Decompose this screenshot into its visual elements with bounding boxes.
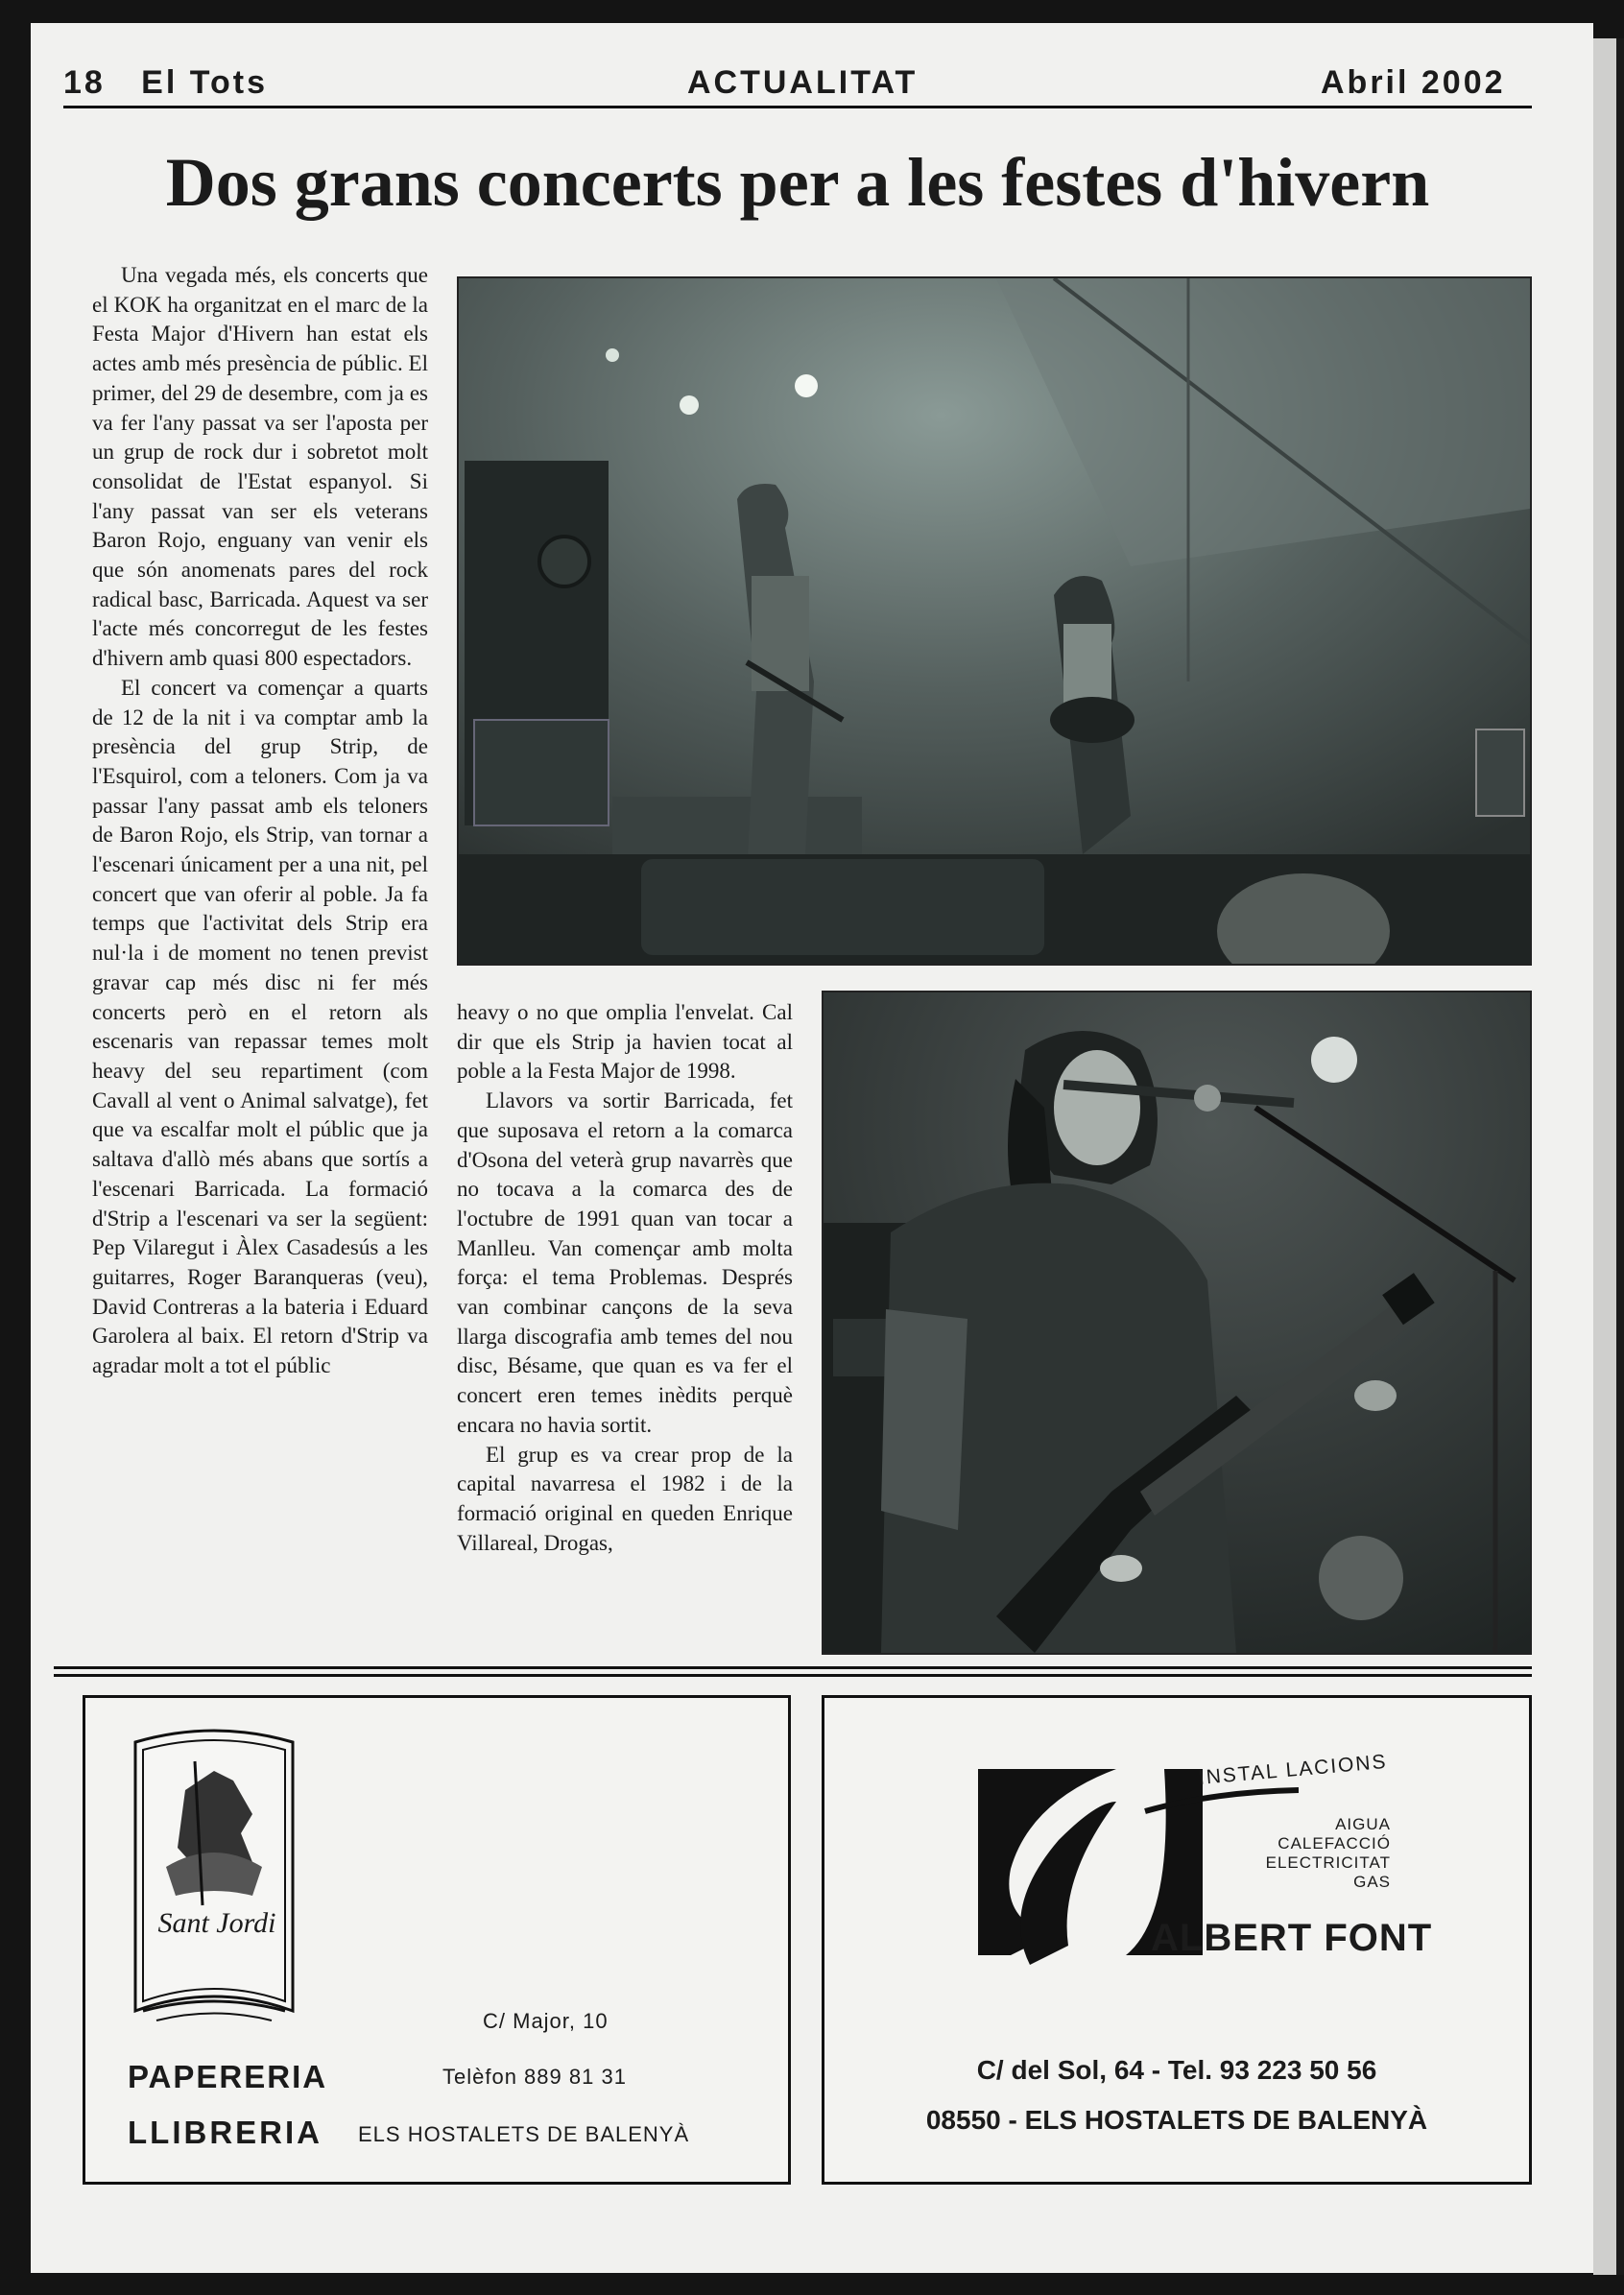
paragraph: Una vegada més, els concerts que el KOK ha organitzat en el marc de la Festa Major d'Hivern han estat els actes amb més presència de públic. El primer, del 29 de desembre, com ja es va fer l'any passat va ser l'aposta per un grup de rock dur i sobretot molt consolidat de l'Estat espanyol. Si l'any passat van ser els veterans Baron Rojo, enguany van venir els que són anomenats pares del rock radical basc, Barricada. Aquest va ser l'acte més concorregut de les festes d'hivern amb quasi 800 espectadors. [92, 263, 428, 671]
sant-jordi-book-logo [128, 1723, 300, 2034]
publication-name: El Tots [141, 64, 268, 101]
issue-date: Abril 2002 [1321, 64, 1506, 101]
installations-advertisement [822, 1695, 1532, 2185]
paragraph: El concert va començar a quarts de 12 de la nit i va comptar amb la presència del grup Strip, de l'Esquirol, com a teloners. Com ja va passar l'any passat amb els teloners de Baron Rojo, els Strip, van tornar a l'escenari únicament per a una nit, pel concert que van oferir al poble. Ja fa temps que l'activitat dels Strip era nul·la i de moment no tenen previst gravar cap més disc ni fer més concerts però en el retorn als escenaris van repassar temes molt heavy del seu repartiment (com Cavall al vent o Animal salvatge), fet que va escalfar molt el públic que ja saltava d'allò més abans que sortís a l'escenari Barricada. La formació d'Strip a l'escenari va ser la següent: Pep Vilaregut i Àlex Casadesús a les guitarres, Roger Baranqueras (veu), David Contreras a la bateria i Eduard Garolera al baix. El retorn d'Strip va agradar molt a tot el públic [92, 675, 428, 1378]
service-item: AIGUA [1335, 1815, 1391, 1833]
section-divider-bottom [54, 1674, 1532, 1677]
bookstore-address: C/ Major, 10 [483, 2009, 609, 2033]
page-number: 18 [63, 64, 106, 101]
bookstore-line-llibreria: LLIBRERIA [128, 2115, 322, 2150]
installations-town: 08550 - ELS HOSTALETS DE BALENYÀ [925, 2105, 1428, 2135]
paragraph: El grup es va crear prop de la capital navarresa el 1982 i de la formació original en queden Enrique Villareal, Drogas, [457, 1442, 793, 1555]
page-edge-shadow [1616, 38, 1624, 2275]
bookstore-town: ELS HOSTALETS DE BALENYÀ [358, 2122, 690, 2146]
sant-jordi-logo-text: Sant Jordi [157, 1907, 276, 1939]
section-divider-top [54, 1666, 1532, 1669]
bookstore-advertisement [83, 1695, 791, 2185]
article-title: Dos grans concerts per a les festes d'hivern [165, 144, 1430, 221]
section-label: ACTUALITAT [687, 64, 919, 101]
bookstore-phone: Telèfon 889 81 31 [442, 2065, 627, 2089]
service-item: CALEFACCIÓ [1278, 1834, 1391, 1853]
service-item: GAS [1353, 1873, 1391, 1891]
tagline: INSTAL LACIONS [1197, 1750, 1389, 1789]
article-column-1 [92, 261, 428, 1381]
concert-photo-stage [457, 276, 1532, 966]
header-rule [63, 106, 1532, 108]
paragraph: Llavors va sortir Barricada, fet que suposava el retorn a la comarca d'Osona del veterà grup navarrès que no tocava a la comarca des de l'octubre de 1991 quan van tocar a Manlleu. Van començar amb molta força: el tema Problemas. Després van combinar cançons de la seva llarga discografia amb temes del nou disc, Bésame, que quan es va fer el concert eren temes inèdits perquè encara no havia sortit. [457, 1088, 793, 1437]
article-column-2 [457, 998, 793, 1558]
services-list [1237, 1815, 1391, 1892]
service-item: ELECTRICITAT [1265, 1853, 1391, 1872]
bookstore-line-papereria: PAPERERIA [128, 2059, 328, 2094]
paragraph: heavy o no que omplia l'envelat. Cal dir que els Strip ja havien tocat al poble a la Festa Major de 1998. [457, 1000, 793, 1084]
page-number-and-publication [63, 63, 268, 102]
installations-address: C/ del Sol, 64 - Tel. 93 223 50 56 [976, 2055, 1377, 2085]
concert-photo-guitarist [822, 991, 1532, 1655]
brand-name: ALBERT FONT [1151, 1917, 1433, 1959]
